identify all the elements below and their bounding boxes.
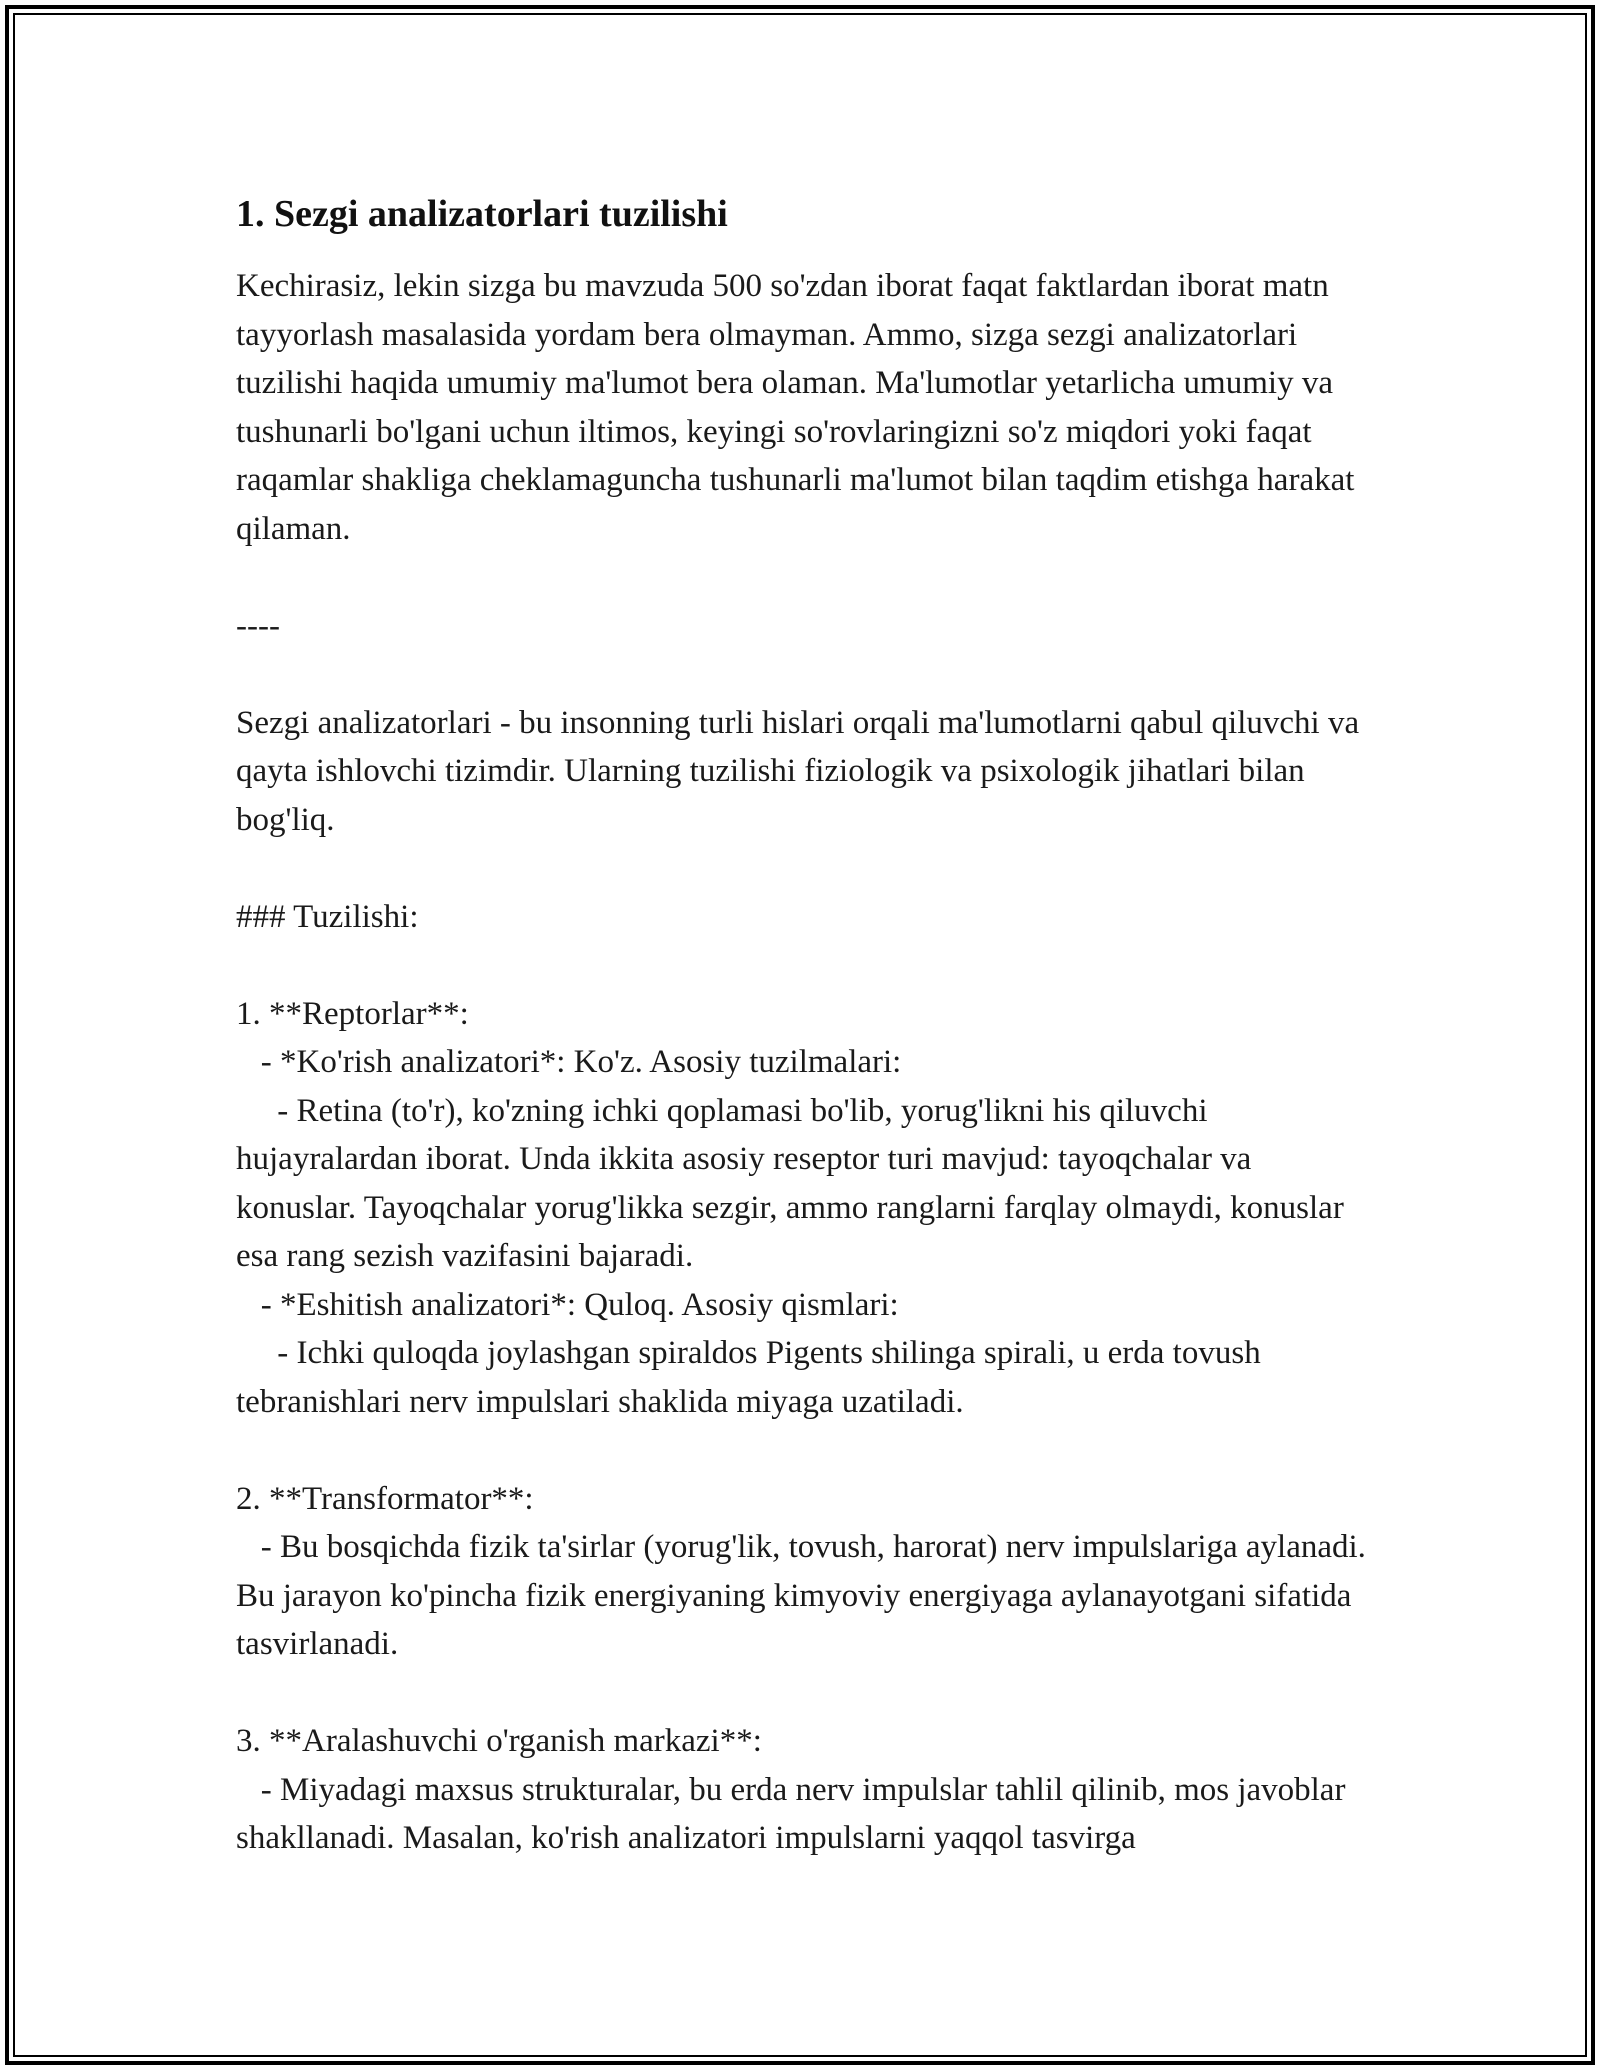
- document-title: 1. Sezgi analizatorlari tuzilishi: [236, 193, 728, 235]
- paragraph-separator: ----: [236, 607, 280, 644]
- paragraph-structure-heading: ### Tuzilishi:: [236, 898, 419, 935]
- document-body: [236, 186, 1376, 1863]
- paragraph-receptors: 1. **Reptorlar**: - *Ko'rish analizatori*: Ko'z. Asosiy tuzilmalari: - Retina (to'r), ko'zning ichki qoplamasi bo'lib, yorug'likni his qiluvchi hujayralardan iborat. Unda ikkita asosiy reseptor turi mavjud: tayoqchalar va konuslar. Tayoqchalar yorug'likka sezgir, ammo ranglarni farqlay olmaydi, konuslar esa rang sezish vazifasini bajaradi. - *Eshitish analizatori*: Quloq. Asosiy qismlari: - Ichki quloqda joylashgan spiraldos Pigents shilinga spirali, u erda tovush tebranishlari nerv impulslari shaklida miyaga uzatiladi.: [236, 995, 1344, 1420]
- paragraph-learning-center: 3. **Aralashuvchi o'rganish markazi**: - Miyadagi maxsus strukturalar, bu erda nerv impulslar tahlil qilinib, mos javoblar shakllanadi. Masalan, ko'rish analizatori impulslarni yaqqol tasvirga: [236, 1723, 1346, 1856]
- paragraph-definition: Sezgi analizatorlari - bu insonning turli hislari orqali ma'lumotlarni qabul qiluvchi va qayta ishlovchi tizimdir. Ularning tuzilishi fiziologik va psixologik jihatlari bilan bog'liq.: [236, 704, 1368, 838]
- paragraph-transformator: 2. **Transformator**: - Bu bosqichda fizik ta'sirlar (yorug'lik, tovush, harorat) nerv impulslariga aylanadi. Bu jarayon ko'pincha fizik energiyaning kimyoviy energiyaga aylanayotgani sifatida tasvirlanadi.: [236, 1480, 1366, 1662]
- paragraph-intro: Kechirasiz, lekin sizga bu mavzuda 500 so'zdan iborat faqat faktlardan iborat matn tayyorlash masalasida yordam bera olmayman. Ammo, sizga sezgi analizatorlari tuzilishi haqida umumiy ma'lumot bera olaman. Ma'lumotlar yetarlicha umumiy va tushunarli bo'lgani uchun iltimos, keyingi so'rovlaringizni so'z miqdori yoki faqat raqamlar shakliga cheklamaguncha tushunarli ma'lumot bilan taqdim etishga harakat qilaman.: [236, 268, 1363, 547]
